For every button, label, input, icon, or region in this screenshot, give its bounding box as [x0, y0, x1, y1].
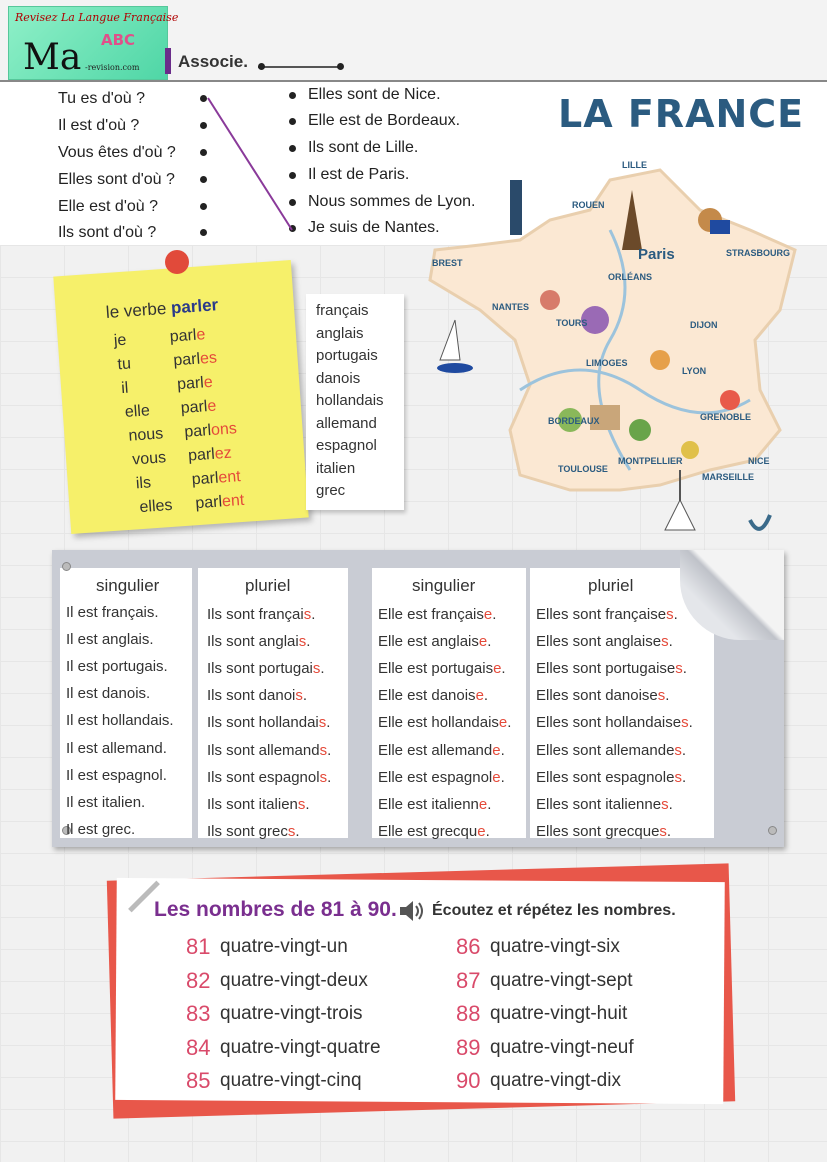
- grammar-cell: Il est portugais.: [66, 658, 168, 676]
- verb-ending: e: [195, 326, 206, 344]
- verb-stem: parl: [176, 374, 205, 394]
- grammar-cell: [378, 606, 496, 623]
- grammar-cell: [207, 742, 331, 759]
- verb-title-verb: parler: [170, 295, 219, 318]
- grammar-cell: [378, 742, 505, 759]
- verb-form: [191, 468, 241, 489]
- grammar-cell: Il est espagnol.: [66, 766, 167, 784]
- number-digit: 87: [456, 967, 481, 993]
- grammar-cell: Il est danois.: [66, 685, 151, 703]
- verb-stem: parl: [191, 469, 220, 489]
- question-item: Elle est d'où ?: [58, 198, 159, 215]
- cell-base: Ils sont portugai: [207, 660, 313, 678]
- cell-period: .: [500, 768, 505, 786]
- cell-ending: s: [675, 660, 683, 678]
- verb-title-prefix: le verbe: [105, 298, 167, 323]
- cell-base: Ils sont anglai: [207, 633, 299, 651]
- grammar-cell: [207, 796, 310, 813]
- language-item: allemand: [316, 414, 377, 432]
- language-item: grec: [316, 482, 346, 499]
- grammar-cell: [536, 823, 671, 840]
- map-city-label: LILLE: [622, 160, 647, 170]
- map-city-label: DIJON: [690, 320, 718, 330]
- cell-period: .: [688, 714, 693, 732]
- cell-period: .: [673, 606, 678, 623]
- answer-item: Ils sont de Lille.: [308, 139, 419, 156]
- cell-ending: s: [681, 714, 689, 732]
- cell-base: Elles sont allemande: [536, 741, 675, 759]
- verb-form: [173, 349, 218, 370]
- france-map: [410, 140, 810, 550]
- cell-base: Ils sont espagnol: [207, 768, 320, 786]
- number-digit: 85: [186, 1068, 211, 1094]
- grammar-cell: [378, 660, 506, 677]
- cell-period: .: [681, 768, 687, 786]
- number-word: quatre-vingt-dix: [490, 1070, 621, 1092]
- cell-period: .: [681, 741, 687, 759]
- verb-title: [105, 295, 219, 323]
- cell-period: .: [501, 660, 506, 678]
- number-word: quatre-vingt-quatre: [220, 1036, 381, 1058]
- cell-base: Elle est anglais: [378, 633, 479, 651]
- cell-ending: e: [498, 714, 508, 732]
- grammar-cell: Il est grec.: [66, 820, 136, 838]
- cell-base: Elle est allemand: [378, 741, 493, 759]
- verb-pronoun: il: [120, 379, 129, 398]
- language-item: hollandais: [316, 392, 384, 409]
- cell-base: Elle est portugais: [378, 660, 494, 678]
- map-city-label: NICE: [748, 456, 770, 466]
- grammar-cell: [378, 823, 490, 840]
- question-item: Vous êtes d'où ?: [58, 144, 176, 161]
- question-item: Tu es d'où ?: [58, 90, 145, 107]
- cell-period: .: [668, 633, 673, 651]
- verb-stem: parl: [194, 493, 223, 513]
- cell-base: Ils sont françai: [207, 606, 304, 623]
- map-title: LA FRANCE: [558, 92, 805, 136]
- cell-period: .: [668, 795, 673, 813]
- number-word: quatre-vingt-un: [220, 936, 348, 957]
- grammar-cell: [207, 687, 307, 704]
- grammar-cell: [207, 823, 300, 840]
- language-item: anglais: [316, 324, 364, 342]
- column-header: pluriel: [245, 576, 291, 595]
- number-word: quatre-vingt-cinq: [220, 1070, 362, 1092]
- logo-tagline: Revisez La Langue Française: [15, 11, 179, 24]
- numbers-instruction: Écoutez et répétez les nombres.: [432, 902, 676, 919]
- answer-item: Nous sommes de Lyon.: [308, 193, 476, 210]
- verb-form: [177, 374, 214, 394]
- map-city-label: TOULOUSE: [558, 464, 608, 474]
- cell-ending: s: [319, 768, 328, 786]
- map-city-label: BREST: [432, 258, 463, 268]
- cell-base: Ils sont danoi: [207, 687, 296, 705]
- column-header: pluriel: [588, 576, 634, 595]
- cell-period: .: [666, 822, 672, 840]
- screw-icon: [62, 562, 71, 571]
- cell-ending: e: [492, 768, 501, 786]
- verb-stem: parl: [180, 398, 209, 418]
- question-item: Elles sont d'où ?: [58, 171, 175, 188]
- verb-form: [169, 326, 206, 346]
- cell-ending: s: [659, 822, 667, 840]
- verb-form: [184, 420, 238, 442]
- grammar-cell: [207, 606, 315, 623]
- grammar-cell: [536, 633, 673, 650]
- cell-ending: e: [492, 741, 501, 759]
- cell-base: Elle est italienn: [378, 795, 479, 813]
- cell-base: Elle est danois: [378, 687, 476, 705]
- map-city-label: NANTES: [492, 302, 530, 312]
- cell-period: .: [311, 606, 316, 623]
- number-word: quatre-vingt-neuf: [490, 1036, 634, 1058]
- number-digit: 84: [186, 1034, 211, 1060]
- cell-ending: s: [303, 606, 312, 623]
- speaker-icon[interactable]: [398, 898, 428, 924]
- grammar-cell: [536, 606, 678, 623]
- grammar-cell: [207, 633, 310, 650]
- cell-ending: s: [318, 714, 327, 732]
- language-item: français: [316, 302, 369, 319]
- language-item: italien: [316, 459, 356, 477]
- cell-base: Elles sont espagnole: [536, 768, 675, 786]
- number-digit: 88: [456, 1001, 481, 1027]
- cell-period: .: [302, 687, 308, 705]
- grammar-cell: [536, 714, 693, 731]
- map-city-label: STRASBOURG: [726, 248, 791, 258]
- number-digit: 89: [456, 1034, 481, 1060]
- numbers-title: Les nombres de 81 à 90.: [154, 898, 397, 921]
- cell-ending: s: [657, 687, 666, 705]
- map-city-label: ORLÉANS: [608, 272, 653, 282]
- screw-icon: [768, 826, 777, 835]
- verb-ending: e: [203, 373, 214, 392]
- cell-ending: e: [483, 606, 493, 623]
- number-word: quatre-vingt-sept: [490, 969, 633, 991]
- grammar-cell: [207, 769, 331, 786]
- grammar-cell: [378, 633, 491, 650]
- grammar-cell: Il est anglais.: [66, 631, 154, 649]
- logo-name: Ma: [23, 37, 82, 78]
- verb-ending: ons: [210, 420, 238, 439]
- cell-base: Ils sont hollandai: [207, 714, 319, 732]
- verb-form: [188, 445, 233, 466]
- question-item: Ils sont d'où ?: [58, 224, 157, 241]
- logo-sub: -revision.com: [85, 63, 140, 72]
- cell-base: Ils sont grec: [207, 822, 288, 840]
- cell-ending: e: [477, 822, 486, 840]
- cell-base: Elles sont danoise: [536, 687, 658, 705]
- map-city-label: BORDEAUX: [548, 416, 600, 426]
- map-city-label: LYON: [682, 366, 707, 376]
- verb-pronoun: elle: [124, 402, 151, 421]
- grammar-cell: [536, 687, 669, 704]
- cell-ending: s: [674, 768, 682, 786]
- cell-period: .: [327, 768, 332, 786]
- verb-pronoun: ils: [135, 474, 152, 493]
- cell-ending: s: [312, 660, 321, 678]
- cell-ending: e: [478, 795, 488, 813]
- cell-period: .: [492, 606, 497, 623]
- cell-base: Elles sont anglaise: [536, 633, 662, 651]
- map-city-label: MARSEILLE: [702, 472, 755, 482]
- grammar-cell: Il est italien.: [66, 793, 146, 811]
- language-item: portugais: [316, 347, 378, 364]
- verb-pronoun: nous: [128, 425, 164, 445]
- map-city-label: ROUEN: [572, 200, 605, 210]
- verb-ending: ent: [217, 468, 242, 487]
- push-pin-icon: [165, 250, 189, 274]
- verb-ending: e: [206, 397, 217, 416]
- cell-ending: s: [298, 633, 307, 651]
- cell-ending: s: [674, 741, 682, 759]
- grammar-cell: Il est français.: [66, 604, 159, 621]
- cell-ending: s: [666, 606, 674, 623]
- cell-period: .: [500, 741, 505, 759]
- cell-period: .: [682, 660, 687, 678]
- question-item: Il est d'où ?: [58, 117, 140, 134]
- language-item: espagnol: [316, 437, 377, 454]
- cell-base: Elle est français: [378, 606, 484, 623]
- number-digit: 86: [456, 934, 481, 959]
- cell-base: Elles sont grecque: [536, 822, 660, 840]
- grammar-cell: [378, 796, 491, 813]
- map-city-label: MONTPELLIER: [618, 456, 683, 466]
- cell-period: .: [306, 633, 311, 651]
- column-header: singulier: [412, 576, 476, 595]
- answer-item: Je suis de Nantes.: [308, 219, 440, 236]
- number-digit: 82: [186, 967, 211, 993]
- grammar-cell: [378, 769, 505, 786]
- verb-pronoun: elles: [139, 496, 174, 517]
- cell-base: Elles sont hollandaise: [536, 714, 682, 732]
- cell-period: .: [295, 822, 300, 840]
- verb-stem: parl: [187, 445, 216, 465]
- verb-ending: ent: [221, 491, 245, 511]
- map-city-label: LIMOGES: [586, 358, 628, 368]
- cell-period: .: [327, 741, 332, 759]
- grammar-cell: Il est hollandais.: [66, 712, 174, 730]
- cell-period: .: [483, 687, 489, 705]
- grammar-cell: [207, 714, 330, 731]
- cell-ending: s: [319, 741, 328, 759]
- grammar-cell: [378, 714, 511, 731]
- number-word: quatre-vingt-deux: [220, 969, 368, 991]
- column-header: singulier: [96, 576, 160, 595]
- cell-base: Elles sont française: [536, 606, 667, 623]
- grammar-cell: [207, 660, 325, 677]
- cell-base: Elle est hollandais: [378, 714, 499, 732]
- cell-base: Ils sont italien: [207, 795, 298, 813]
- cell-ending: s: [661, 795, 669, 813]
- cell-base: Elle est espagnol: [378, 768, 493, 786]
- cell-period: .: [326, 714, 331, 732]
- map-city-label: Paris: [638, 246, 675, 263]
- cell-base: Elles sont italienne: [536, 795, 662, 813]
- verb-stem: parl: [183, 422, 212, 441]
- cell-ending: e: [475, 687, 484, 705]
- cell-period: .: [665, 687, 670, 705]
- grammar-cell: [536, 769, 686, 786]
- answer-item: Elle est de Bordeaux.: [308, 112, 461, 129]
- cell-ending: s: [287, 822, 296, 840]
- cell-period: .: [507, 714, 512, 732]
- logo-abc: ABC: [101, 31, 136, 49]
- answer-item: Il est de Paris.: [308, 166, 410, 183]
- verb-form: [180, 398, 217, 418]
- language-item: danois: [316, 369, 361, 387]
- grammar-cell: [536, 660, 687, 677]
- cell-period: .: [305, 795, 310, 813]
- cell-ending: e: [493, 660, 502, 678]
- verb-ending: ez: [214, 444, 233, 463]
- cell-period: .: [487, 795, 492, 813]
- number-word: quatre-vingt-six: [490, 936, 620, 957]
- cell-ending: e: [478, 633, 488, 651]
- number-digit: 90: [456, 1068, 481, 1094]
- number-digit: 81: [186, 934, 211, 959]
- cell-period: .: [320, 660, 325, 678]
- verb-stem: parl: [172, 350, 201, 370]
- languages-list: [306, 294, 404, 510]
- grammar-cell: Il est allemand.: [66, 739, 167, 757]
- number-word: quatre-vingt-trois: [220, 1003, 363, 1025]
- cell-ending: s: [661, 633, 669, 651]
- map-city-label: TOURS: [556, 318, 588, 328]
- cell-base: Elles sont portugaise: [536, 660, 676, 678]
- cell-base: Elle est grecqu: [378, 822, 478, 840]
- map-city-label: GRENOBLE: [700, 412, 752, 422]
- verb-form: [195, 492, 245, 513]
- verb-pronoun: vous: [131, 449, 167, 469]
- cell-ending: s: [295, 687, 303, 705]
- grammar-cell: [378, 687, 488, 704]
- exercise-title: Associe.: [178, 52, 248, 71]
- verb-pronoun: je: [113, 331, 127, 350]
- cell-period: .: [485, 822, 490, 840]
- grammar-cell: [536, 742, 686, 759]
- verb-stem: parl: [169, 326, 198, 346]
- number-word: quatre-vingt-huit: [490, 1003, 628, 1025]
- grammar-cell: [536, 796, 673, 813]
- cell-ending: s: [297, 795, 306, 813]
- number-digit: 83: [186, 1001, 211, 1027]
- cell-period: .: [487, 633, 492, 651]
- verb-pronoun: tu: [117, 355, 132, 374]
- cell-base: Ils sont allemand: [207, 741, 320, 759]
- answer-item: Elles sont de Nice.: [308, 86, 441, 103]
- verb-sticky-note: [53, 260, 308, 534]
- verb-ending: es: [199, 349, 218, 368]
